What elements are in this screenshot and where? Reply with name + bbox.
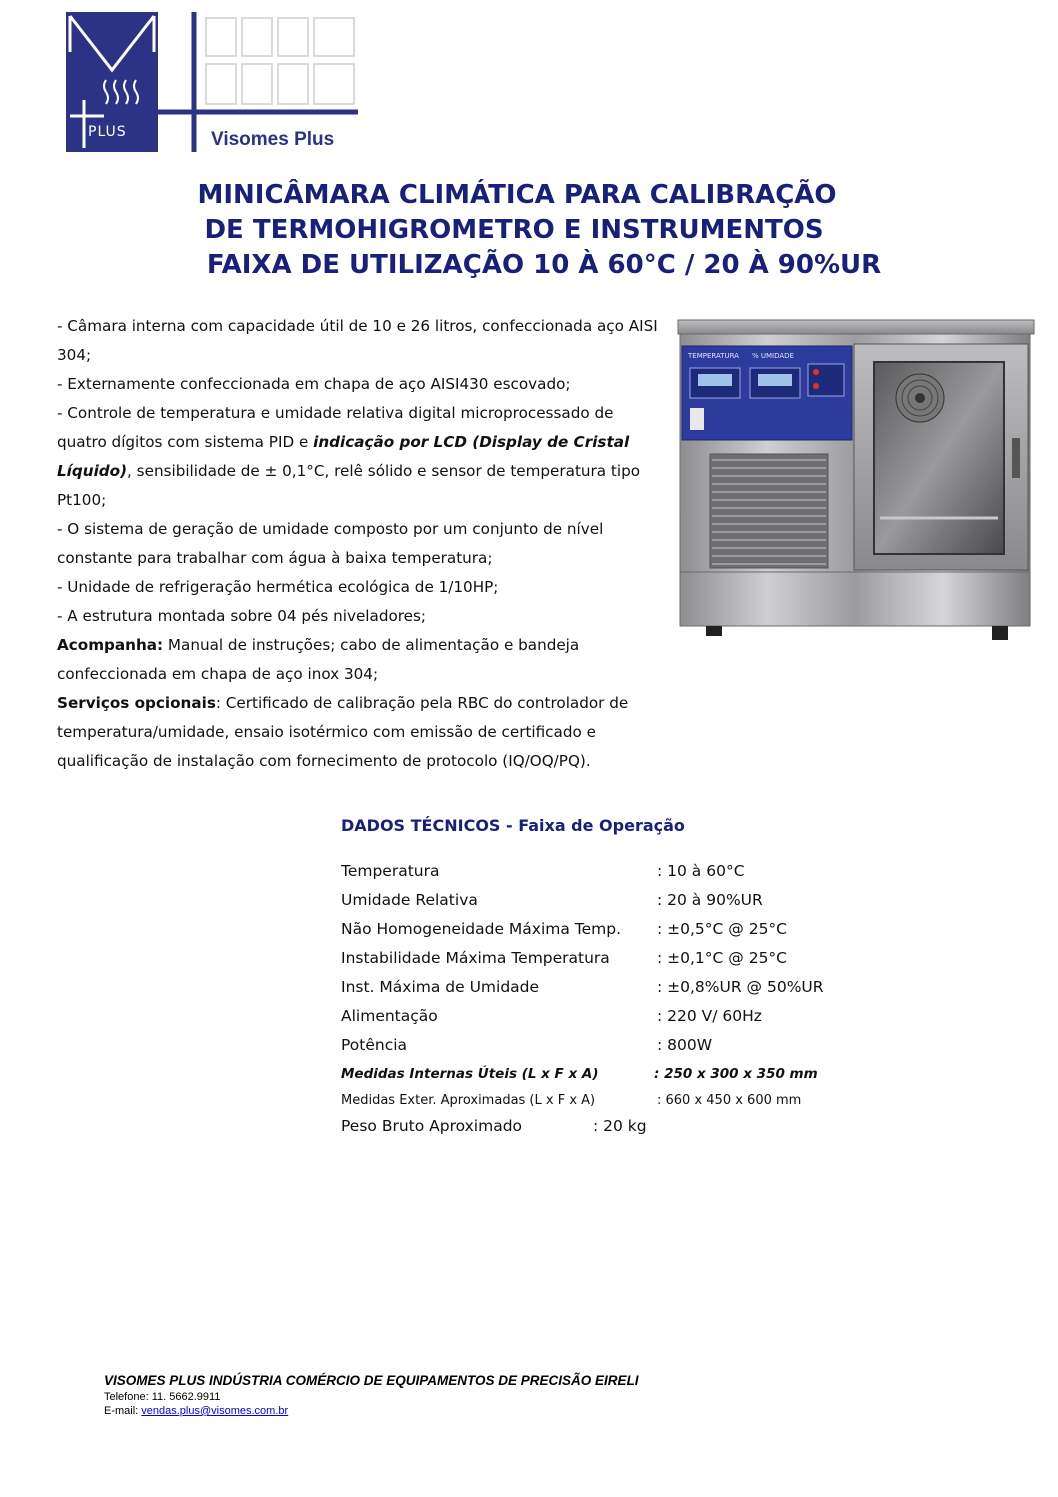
- spec-value: : ±0,8%UR @ 50%UR: [657, 978, 824, 996]
- desc-optional-services: [57, 689, 667, 776]
- panel-label-temperature: TEMPERATURA: [688, 352, 739, 360]
- desc-controller-b: , sensibilidade de ± 0,1°C, relê sólido e sensor de temperatura tipo Pt100;: [57, 462, 641, 509]
- spec-row-internal-dimensions: [341, 1066, 1001, 1092]
- desc-internal-chamber: - Câmara interna com capacidade útil de 10 e 26 litros, confeccionada aço AISI 304;: [57, 317, 658, 364]
- spec-label: Instabilidade Máxima Temperatura: [341, 949, 610, 967]
- footer-email-line: [104, 1404, 639, 1418]
- spec-value: : 20 à 90%UR: [657, 891, 763, 909]
- climatic-chamber-illustration: [676, 318, 1036, 652]
- spec-value: : 220 V/ 60Hz: [657, 1007, 762, 1025]
- product-photo: [676, 318, 1036, 652]
- desc-controller-a: - Controle de temperatura e umidade relativa digital microprocessado de quatro dígitos com sistema PID e: [57, 404, 614, 451]
- spec-value: : ±0,1°C @ 25°C: [657, 949, 788, 967]
- spec-value: : 800W: [657, 1036, 713, 1054]
- spec-label: Medidas Exter. Aproximadas (L x F x A): [341, 1093, 596, 1108]
- spec-label: Temperatura: [341, 862, 440, 880]
- product-description: [57, 312, 667, 776]
- tech-data-title: DADOS TÉCNICOS - Faixa de Operação: [341, 816, 685, 835]
- panel-label-humidity: % UMIDADE: [752, 352, 794, 360]
- spec-row-power: [341, 1036, 1001, 1062]
- desc-includes-label: Acompanha:: [57, 636, 164, 654]
- title-line-3: FAIXA DE UTILIZAÇÃO 10 À 60°C / 20 À 90%UR: [206, 250, 882, 280]
- footer-email-link[interactable]: vendas.plus@visomes.com.br: [141, 1405, 289, 1417]
- spec-label: Não Homogeneidade Máxima Temp.: [341, 920, 622, 938]
- spec-label: Alimentação: [341, 1007, 438, 1025]
- desc-humidity-system: - O sistema de geração de umidade composto por um conjunto de nível constante para trabalhar com água à baixa temperatura;: [57, 520, 604, 567]
- spec-row-humidity-instability: [341, 978, 1001, 1004]
- spec-row-external-dimensions: [341, 1093, 1001, 1119]
- spec-value: : 250 x 300 x 350 mm: [654, 1066, 818, 1082]
- page-footer: [104, 1372, 639, 1418]
- spec-row-humidity: [341, 891, 1001, 917]
- footer-email-label: E-mail:: [104, 1405, 142, 1417]
- spec-value: : 10 à 60°C: [657, 862, 745, 880]
- company-logo: [66, 12, 358, 154]
- desc-includes-text: Manual de instruções; cabo de alimentação e bandeja confeccionada em chapa de aço inox 304;: [57, 636, 580, 683]
- footer-company: VISOMES PLUS INDÚSTRIA COMÉRCIO DE EQUIPAMENTOS DE PRECISÃO EIRELI: [104, 1373, 639, 1388]
- desc-refrigeration: - Unidade de refrigeração hermética ecológica de 1/10HP;: [57, 578, 499, 596]
- desc-external-finish: - Externamente confeccionada em chapa de aço AISI430 escovado;: [57, 375, 571, 393]
- desc-optional-text: : Certificado de calibração pela RBC do controlador de temperatura/umidade, ensaio isotérmico com emissão de certificado e qualificação de instalação com fornecimento de protocolo (IQ/OQ/PQ).: [57, 694, 629, 770]
- spec-label: Umidade Relativa: [341, 891, 478, 909]
- spec-row-temp-instability: [341, 949, 1001, 975]
- desc-includes: [57, 631, 667, 689]
- spec-row-power-supply: [341, 1007, 1001, 1033]
- desc-optional-label: Serviços opcionais: [57, 694, 216, 712]
- desc-controller-lcd: indicação por LCD (Display de Cristal Líquido): [57, 433, 630, 480]
- spec-label: Medidas Internas Úteis (L x F x A): [341, 1066, 599, 1082]
- desc-structure: - A estrutura montada sobre 04 pés niveladores;: [57, 607, 427, 625]
- title-line-2: DE TERMOHIGROMETRO E INSTRUMENTOS: [204, 215, 824, 245]
- logo-plus-text: PLUS: [88, 124, 127, 140]
- spec-value: : 20 kg: [593, 1117, 647, 1135]
- spec-label: Peso Bruto Aproximado: [341, 1117, 523, 1135]
- page-title: [0, 178, 1058, 283]
- spec-row-homogeneity: [341, 920, 1001, 946]
- title-line-1: MINICÂMARA CLIMÁTICA PARA CALIBRAÇÃO: [197, 180, 837, 210]
- logo-company-name: Visomes Plus: [211, 129, 335, 150]
- spec-value: : ±0,5°C @ 25°C: [657, 920, 788, 938]
- spec-label: Inst. Máxima de Umidade: [341, 978, 540, 996]
- spec-label: Potência: [341, 1036, 408, 1054]
- desc-controller: [57, 399, 667, 515]
- spec-row-temperature: [341, 862, 1001, 888]
- spec-value: : 660 x 450 x 600 mm: [657, 1093, 802, 1108]
- footer-phone: Telefone: 11. 5662.9911: [104, 1391, 221, 1403]
- spec-row-gross-weight: [341, 1117, 1001, 1143]
